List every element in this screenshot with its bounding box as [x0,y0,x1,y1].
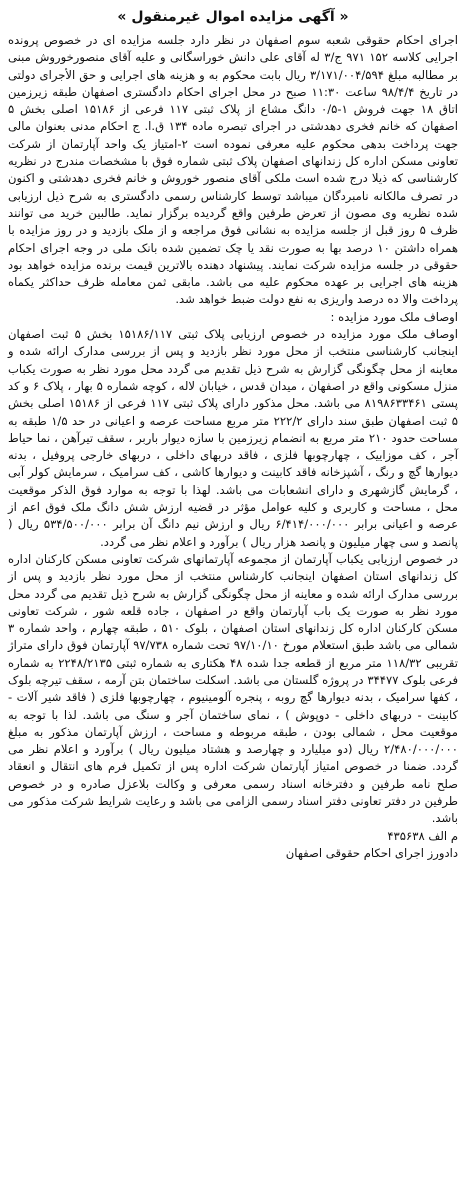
notice-signature: دادورز اجرای احکام حقوقی اصفهان [285,845,458,860]
notice-paragraph-heading: اوصاف ملک مورد مزایده : [330,309,458,324]
notice-title: « آگهی مزایده اموال غیرمنقول » [117,9,349,25]
notice-paragraph-property-2: در خصوص ارزیابی یکباب آپارتمان از مجموعه آپارتمانهای شرکت تعاونی مسکن کارکنان اداره کل زندانهای استان اصفهان اینجانب کارشناس منتخب از محل مورد نظر بازدید و پس از بررسی مدارک ارائه شده و معاینه از محل چگونگی گزارش به شرح ذیل تقدیم می گردد محل مورد نظر به صورت یک باب آپارتمان واقع در اصفهان ، جاده قلعه شور ، شرکت تعاونی مسکن کارکنان اداره کل زندانهای استان اصفهان ، بلوک ۵۱۰ ، طبقه چهارم ، واحد شماره ۳ شمالی می باشد طبق استعلام مورخ ۹۷/۱۰/۱۰ تحت شماره ۹۷/۷۳۸ آپارتمان فوق دارای متراژ تقریبی ۱۱۸/۳۲ متر مربع از قطعه جدا شده ۴۸ هکتاری به شماره ثبتی ۲۲۴۸/۲۱۳۵ به شماره فرعی بلوک ۳۴۴۷۷ در پروژه گلستان می باشد. اسکلت ساختمان بتن آرمه ، سقف تیرچه بلوک ، کفها سرامیک ، بدنه دیوارها گچ روبه ، پنجره آلومینیوم ، چهارچوبها فلزی ( فاقد شیر آلات - کابینت - دربهای داخلی - دوپوش ) ، نمای ساختمان آجر و سنگ می باشد. لذا با توجه به موقعیت محل ، شمالی بودن ، طبقه مربوطه و مساحت ، ارزش آپارتمان مذکور به مبلغ ۲/۴۸۰/۰۰۰/۰۰۰ ریال (دو میلیارد و چهارصد و هشتاد میلیون ریال ) برآورد و اعلام نظر می گردد. ضمنا در خصوص امتیاز آپارتمان شرکت اداره پس از تکمیل فرم های انتقال و انعقاد صلح نامه طرفین و دفترخانه اسناد رسمی معرفی و وکالت بلاعزل صادره و در خصوص طرفین در دفتر تعاونی دفتر اسناد رسمی الزامی می باشد و رعایت شرایط شرکت مذکور می باشد. [8,551,459,826]
notice-reference-number: م الف ۴۳۵۶۳۸ [387,828,458,843]
notice-paragraph-property-1: اوصاف ملک مورد مزایده در خصوص ارزیابی پلاک ثبتی ۱۵۱۸۶/۱۱۷ بخش ۵ ثبت اصفهان اینجانب کارشناسی منتخب از محل مورد نظر بازدید و پس از بررسی مدارک ارائه شده و معاینه از محل چگونگی گزارش به شرح ذیل تقدیم می گردد محل مورد نظر به صورت یکباب منزل مسکونی واقع در اصفهان ، میدان قدس ، خیابان لاله ، کوچه شماره ۵ بهار ، پلاک ۶ و کد پستی ۸۱۹۸۶۳۳۴۶۱ می باشد. محل مذکور دارای پلاک ثبتی ۱۱۷ فرعی از ۱۵۱۸۶ اصلی بخش ۵ ثبت اصفهان طبق سند دارای ۲۲۲/۲ متر مربع مساحت عرصه و اعیانی در حد ۱/۵ طبقه به مساحت حدود ۲۱۰ متر مربع به انضمام زیرزمین با سازه دیوار باربر ، سقف تیرآهن ، نما حیاط آجر ، کف موزاییک ، چهارچوبها فلزی ، فاقد دربهای داخلی ، دربهای خارجی پروفیل ، بدنه دیوارها گچ و رنگ ، آشپزخانه فاقد کابینت و دیوارها کاشی ، کف سرامیک ، سرمایش کولر آبی ، گرمایش گازشهری و دارای انشعابات می باشد. لهذا با توجه به موارد فوق الذکر موقعیت محل ، مساحت و کاربری و کلیه عوامل مؤثر در قضیه ارزش شش دانگ ملک فوق اعم از عرصه و اعیانی برابر ۶/۴۱۴/۰۰۰/۰۰۰ ریال و ارزش نیم دانگ آن برابر ۵۳۴/۵۰۰/۰۰۰ ریال ( پانصد و سی چهار میلیون و پانصد هزار ریال ) برآورد و اعلام نظر می گردد. [8,327,458,549]
notice-paragraph-main: اجرای احکام حقوقی شعبه سوم اصفهان در نظر دارد جلسه مزایده ای در خصوص پرونده اجرایی کلاسه ۱۵۲ ۹۷۱ ج/۳ له آقای علی دانش خوراسگانی و علیه آقای منصورخوروش مبنی بر مطالبه مبلغ ۳/۱۷۱/۰۰۴/۵۹۴ ریال بابت محکوم به و هزینه های اجرایی و حق الأجرای دولتی در تاریخ ۹۸/۴/۴ ساعت ۱۱:۳۰ صبح در محل اجرای احکام دادگستری اصفهان طبقه زیرزمین اتاق ۱۸ جهت فروش ۱-۰/۵ دانگ مشاع از پلاک ثبتی ۱۱۷ فرعی از ۱۵۱۸۶ اصلی بخش ۵ اصفهان که خانم فخری دهدشتی در اجرای تبصره ماده ۱۳۴ ق.ا. ج احکام مدنی بعنوان مالی جهت پرداخت بدهی محکوم علیه معرفی نموده است ۲-امتیاز یک واحد آپارتمان از شرکت تعاونی مسکن اداره کل زندانهای اصفهان پلاک ثبتی شماره فوق با مشخصات مندرج در نظریه کارشناسی که ذیلا درج شده است ملکی آقای منصور خوروش و خانم فخری دهدشتی و اکنون در تصرف مالکانه نامبردگان میباشد توسط کارشناس رسمی دادگستری به شرح ذیل ارزیابی شده نظریه وی مصون از تعرض طرفین واقع گردیده برگزار نماید. طالبین خرید می توانند ظرف ۵ روز قبل از جلسه مزایده به نشانی فوق مراجعه و از ملک بازدید و در روز مزایده با همراه داشتن ۱۰ درصد بها به صورت نقد یا چک تضمین شده بانک ملی در وجه اجرای احکام حقوقی در جلسه مزایده شرکت نمایند. پیشنهاد دهنده بالاترین قیمت برنده مزایده خواهد بود هزینه های اجرایی بر عهده محکوم علیه می باشد. مابقی ثمن معامله ظرف حداکثر یکماه پرداخت والا ده درصد واریزی به نفع دولت ضبط خواهد شد. [8,33,459,307]
